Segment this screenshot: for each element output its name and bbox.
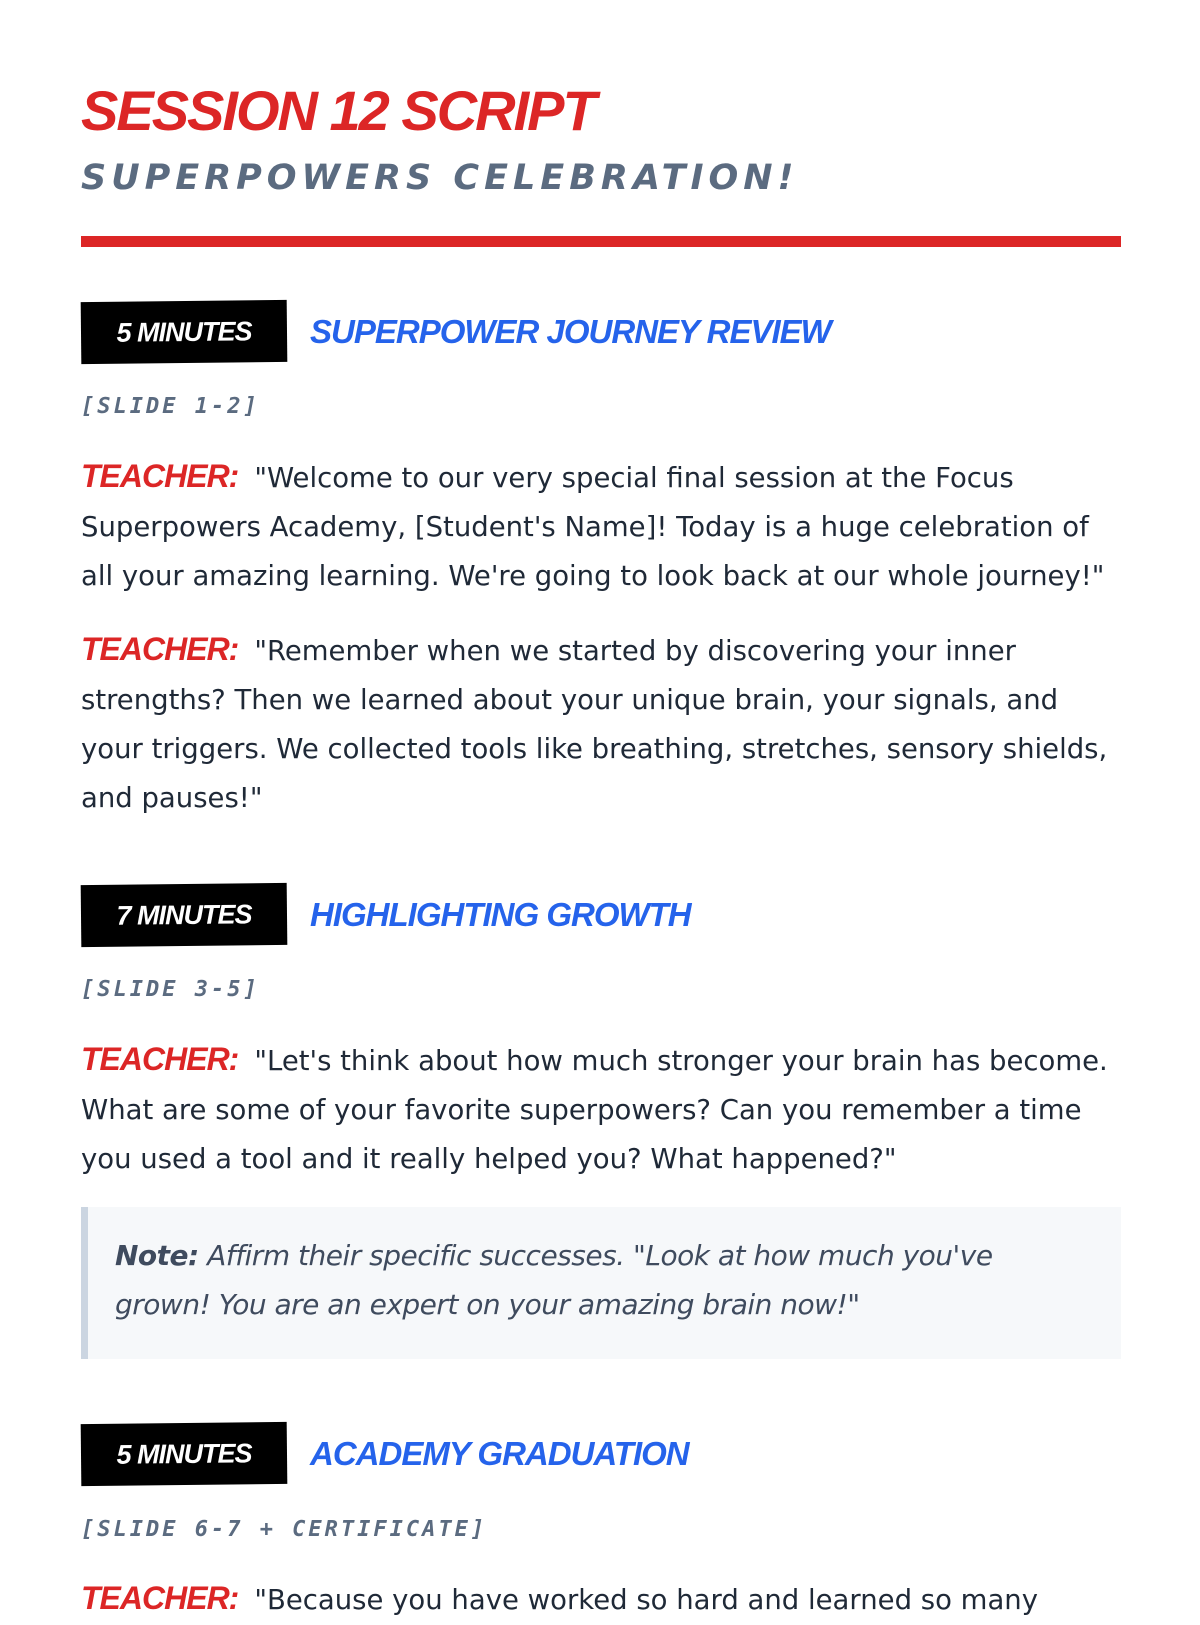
duration-badge	[81, 300, 288, 364]
section-title: HIGHLIGHTING GROWTH	[310, 896, 691, 933]
section-header	[81, 884, 1121, 946]
slide-reference: [SLIDE 6-7 + CERTIFICATE]	[81, 1517, 488, 1542]
facilitator-note	[81, 1207, 1121, 1359]
teacher-line	[81, 1035, 1121, 1184]
title-divider	[81, 236, 1121, 247]
speaker-label: TEACHER:	[81, 1580, 239, 1616]
page-title: SESSION 12 SCRIPT	[81, 79, 595, 142]
teacher-line-text: "Because you have worked so hard and learned so many	[254, 1584, 1039, 1616]
note-body	[115, 1231, 1091, 1329]
duration-label: 7 MINUTES	[116, 898, 252, 931]
teacher-line-text: "Welcome to our very special final session at the Focus Superpowers Academy, [Student's Name]! Today is a huge celebration of all your amazing learning. We're going to look back at our whole journey!"	[81, 462, 1105, 592]
teacher-line	[81, 452, 1121, 601]
note-label: Note:	[115, 1239, 199, 1272]
duration-label: 5 MINUTES	[116, 1437, 252, 1470]
note-text: Affirm their specific successes. "Look at how much you've grown! You are an expert on your amazing brain now!"	[115, 1239, 993, 1321]
slide-reference: [SLIDE 1-2]	[81, 394, 260, 419]
speaker-label: TEACHER:	[81, 1041, 239, 1077]
teacher-line	[81, 625, 1121, 823]
section-header	[81, 1423, 1121, 1485]
teacher-line-text: "Let's think about how much stronger your brain has become. What are some of your favorite superpowers? Can you remember a time you used a tool and it really helped you? What happened?"	[81, 1045, 1108, 1175]
slide-reference: [SLIDE 3-5]	[81, 977, 260, 1002]
duration-label: 5 MINUTES	[116, 315, 252, 348]
section-title: SUPERPOWER JOURNEY REVIEW	[310, 313, 831, 350]
section-title: ACADEMY GRADUATION	[310, 1435, 689, 1472]
duration-badge	[81, 883, 288, 947]
page-subtitle: SUPERPOWERS CELEBRATION!	[81, 158, 799, 198]
speaker-label: TEACHER:	[81, 458, 239, 494]
duration-badge	[81, 1422, 288, 1486]
section-header	[81, 301, 1121, 363]
teacher-line-text: "Remember when we started by discovering your inner strengths? Then we learned about your unique brain, your signals, and your triggers. We collected tools like breathing, stretches, sensory shields, and pauses!"	[81, 635, 1108, 814]
speaker-label: TEACHER:	[81, 631, 239, 667]
